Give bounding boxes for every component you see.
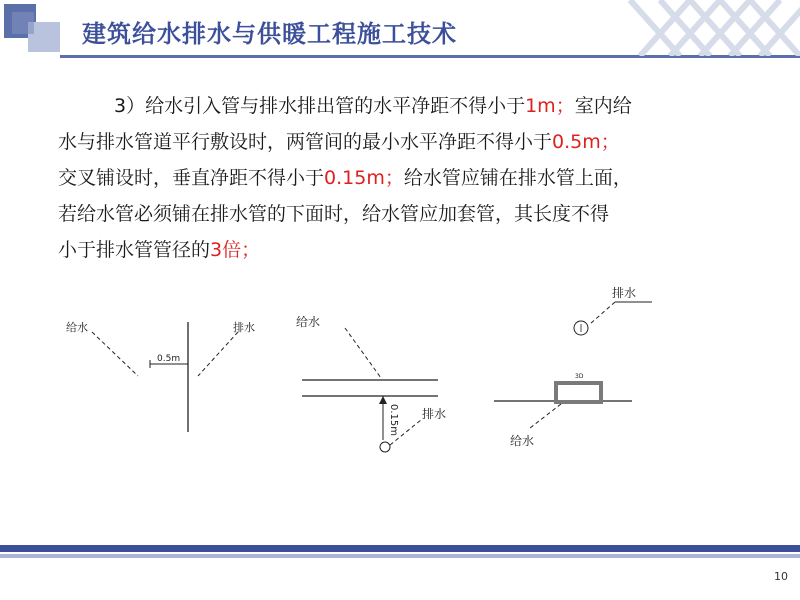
dimension-arrow-up — [379, 396, 387, 404]
fig2-drainage-label: 排水 — [422, 407, 447, 421]
paragraph-line — [58, 232, 758, 268]
water-supply-leader — [530, 404, 561, 428]
fig3-drainage-label: 排水 — [612, 286, 637, 300]
text-segment: 3）给水引入管与排水排出管的水平净距不得小于 — [114, 95, 526, 117]
drainage-leader — [590, 302, 615, 324]
paragraph-line — [58, 124, 758, 160]
highlight-value: 3倍； — [210, 239, 261, 261]
pipe-diagrams — [0, 280, 800, 480]
sleeve-box — [556, 383, 601, 402]
text-segment: 若给水管必须铺在排水管的下面时，给水管应加套管，其长度不得 — [58, 203, 610, 225]
highlight-value: 0.15m； — [324, 167, 404, 189]
logo-squares — [0, 0, 70, 56]
figure-sleeve — [494, 285, 652, 448]
paragraph-line — [58, 88, 758, 124]
figure-vertical-distance — [296, 314, 446, 452]
text-segment: 小于排水管管径的 — [58, 239, 211, 261]
footer-bar-light — [0, 554, 800, 558]
drainage-leader — [198, 332, 238, 376]
fig1-water-supply-label: 给水 — [66, 321, 88, 334]
highlight-value: 0.5m； — [552, 131, 620, 153]
text-segment: 给水管应铺在排水管上面， — [403, 167, 632, 189]
text-segment: 交叉铺设时，垂直净距不得小于 — [58, 167, 325, 189]
fig2-water-supply-label: 给水 — [296, 315, 321, 329]
body-paragraph — [58, 88, 758, 268]
text-segment: 室内给 — [574, 95, 632, 117]
water-supply-leader — [345, 328, 381, 378]
slide-title: 建筑给水排水与供暖工程施工技术 — [82, 20, 457, 48]
paragraph-line — [58, 160, 758, 196]
fig1-distance-label: 0.5m — [157, 354, 181, 364]
figure-horizontal-distance — [66, 320, 255, 432]
highlight-value: 1m； — [525, 95, 575, 117]
fig3-water-supply-label: 给水 — [510, 434, 535, 448]
fig3-sleeve-label: 3D — [575, 373, 584, 380]
logo-square-mid — [12, 12, 34, 34]
water-supply-leader — [92, 332, 138, 376]
drain-pipe-circle — [380, 442, 390, 452]
paragraph-line — [58, 196, 758, 232]
page-number: 10 — [774, 570, 788, 583]
text-segment: 水与排水管道平行敷设时，两管间的最小水平净距不得小于 — [58, 131, 553, 153]
fig2-distance-label: 0.15m — [388, 404, 399, 437]
fig1-drainage-label: 排水 — [233, 321, 255, 334]
footer-bar-dark — [0, 545, 800, 552]
corner-decoration — [610, 0, 800, 56]
